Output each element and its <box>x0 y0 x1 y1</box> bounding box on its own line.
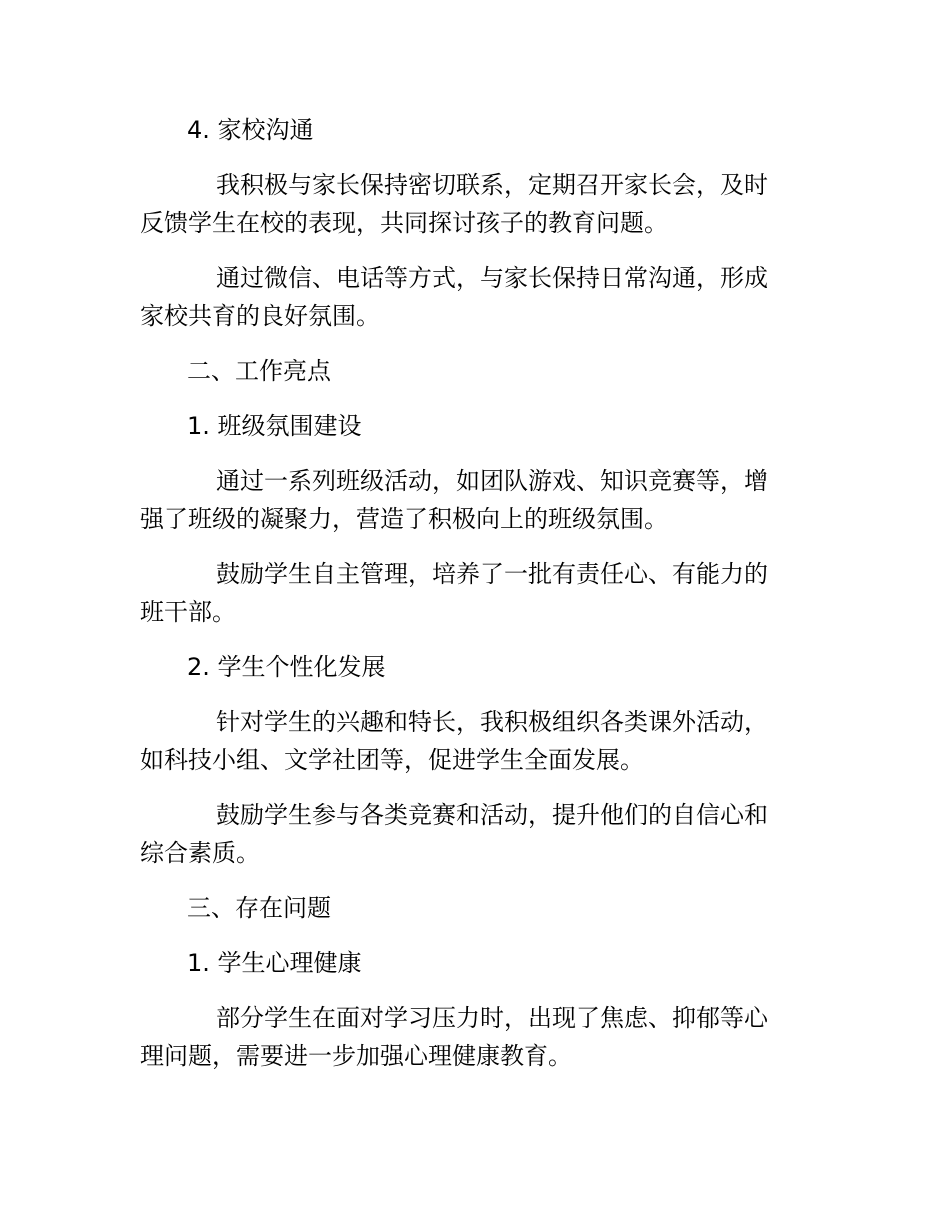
para-class-activities: 通过一系列班级活动，如团队游戏、知识竞赛等，增强了班级的凝聚力，营造了积极向上的班级氛围。 <box>140 467 768 533</box>
heading-existing-problems: 三、存在问题 <box>187 894 331 922</box>
para-mental-health-issues: 部分学生在面对学习压力时，出现了焦虑、抑郁等心理问题，需要进一步加强心理健康教育。 <box>140 1004 768 1070</box>
para-daily-communication: 通过微信、电话等方式，与家长保持日常沟通，形成家校共育的良好氛围。 <box>140 264 768 330</box>
heading-individual-development: 2. 学生个性化发展 <box>187 653 386 681</box>
heading-mental-health: 1. 学生心理健康 <box>187 949 362 977</box>
para-competitions: 鼓励学生参与各类竞赛和活动，提升他们的自信心和综合素质。 <box>140 801 768 867</box>
heading-class-atmosphere: 1. 班级氛围建设 <box>187 412 362 440</box>
heading-home-school-communication: 4. 家校沟通 <box>187 116 314 144</box>
heading-work-highlights: 二、工作亮点 <box>187 357 331 385</box>
para-parent-meetings: 我积极与家长保持密切联系，定期召开家长会，及时反馈学生在校的表现，共同探讨孩子的教育问题。 <box>140 171 768 237</box>
para-self-management: 鼓励学生自主管理，培养了一批有责任心、有能力的班干部。 <box>140 560 768 626</box>
document-body <box>140 111 800 1092</box>
para-extracurricular: 针对学生的兴趣和特长，我积极组织各类课外活动，如科技小组、文学社团等，促进学生全面发展。 <box>140 708 768 774</box>
